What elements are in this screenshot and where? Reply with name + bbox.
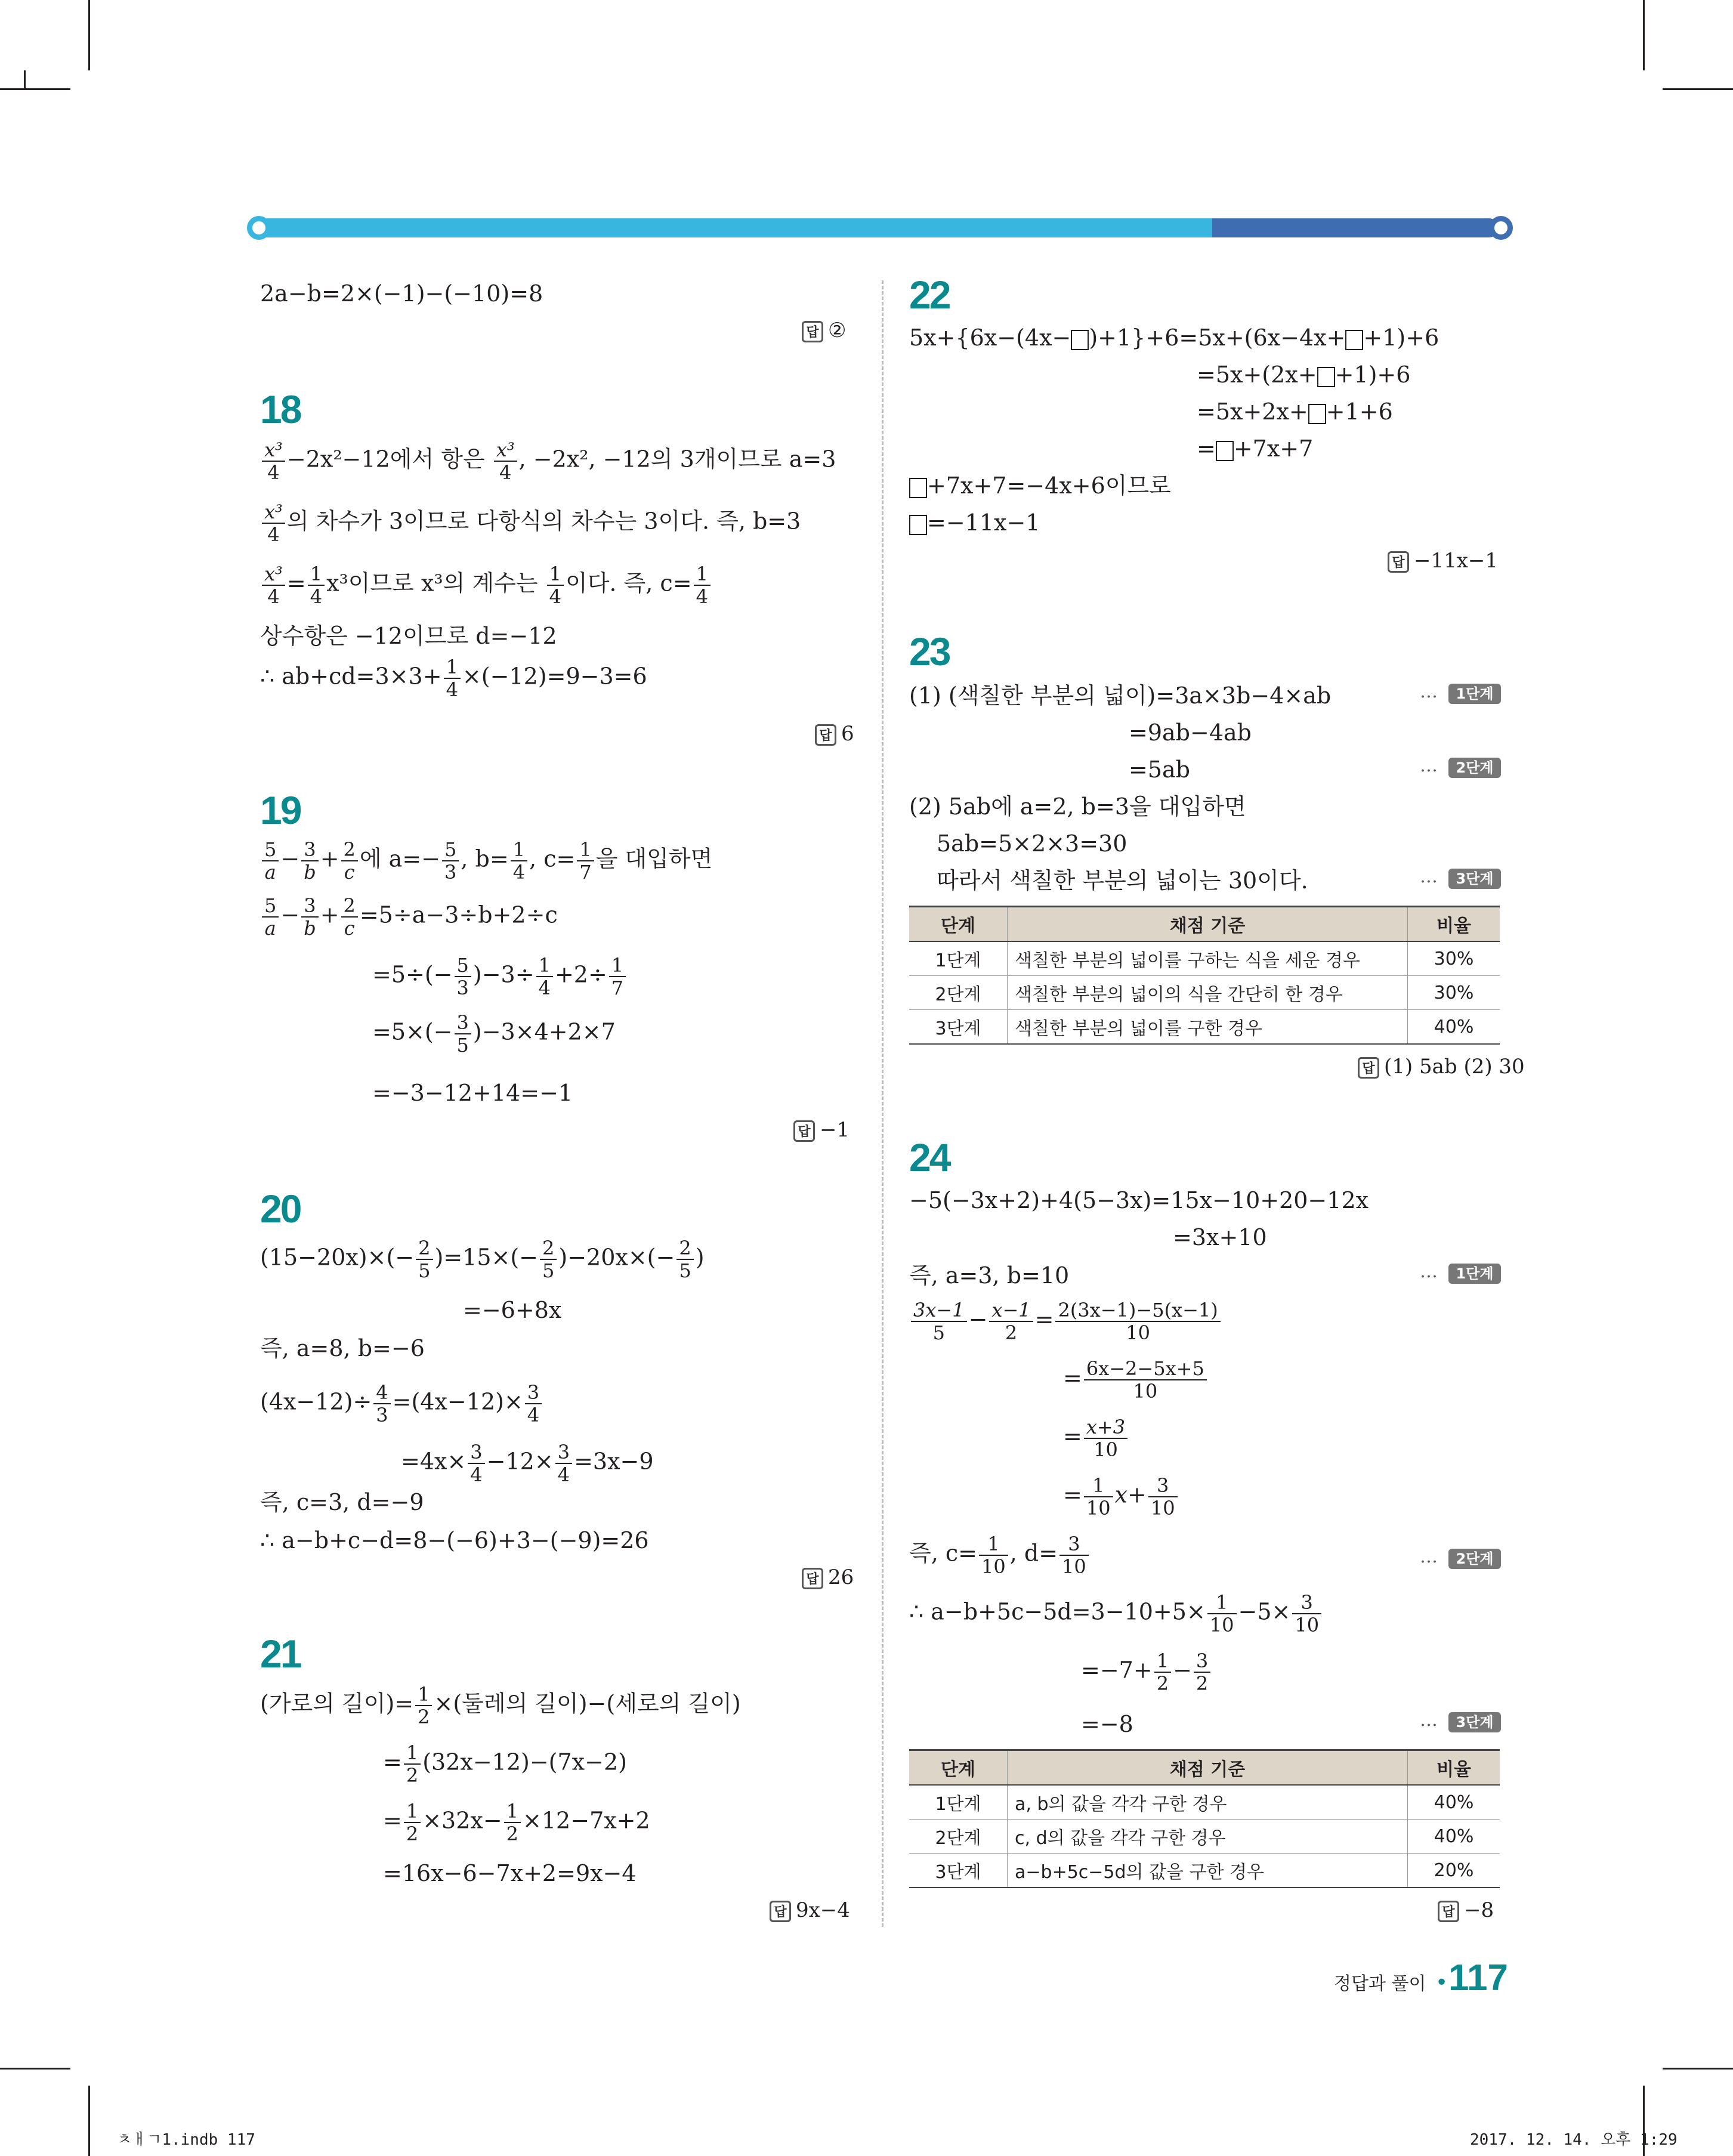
p18-line1: $\frac{\text{x³}}{4}$ −2x²−12에서 항은 $\frac{\text{x³}}{4}$ , −2x², −12의 3개이므로 a=3: [260, 439, 836, 483]
p22-answer: 답 −11x−1: [1388, 548, 1498, 574]
p20-line6: 즉, c=3, d=−9: [260, 1489, 424, 1515]
blank-box: [1071, 330, 1089, 350]
p20-answer: 답 26: [802, 1564, 854, 1590]
problem-number: 18: [260, 387, 301, 431]
p19-line2: $\frac{5}{a}$ − $\frac{3}{b}$ + $\frac{2}{c}$ =5÷a−3÷b+2÷c: [260, 895, 558, 939]
crop-mark: [1663, 2068, 1733, 2069]
answer-tag-icon: 답: [770, 1901, 791, 1922]
p23-line6: 따라서 색칠한 부분의 넓이는 30이다.: [937, 867, 1308, 894]
problem-number: 21: [260, 1632, 301, 1676]
step-badge: 2단계: [1448, 758, 1501, 778]
p24-line11: =−8: [1081, 1711, 1133, 1737]
p24-line3: 즉, a=3, b=10: [909, 1262, 1070, 1289]
problem-number: 24: [909, 1135, 950, 1179]
p24-answer: 답 −8: [1438, 1897, 1494, 1923]
p22-line3: =5x+2x+ +1+6: [1197, 399, 1393, 425]
scoring-table: [909, 906, 1500, 1045]
table-header: 단계: [909, 907, 1008, 942]
step-badge: 3단계: [1448, 1712, 1501, 1732]
p21-line2: = $\frac{1}{2}$ (32x−12)−(7x−2): [383, 1741, 627, 1787]
answer-tag-icon: 답: [1438, 1901, 1459, 1922]
answer-tag-icon: 답: [802, 1568, 823, 1589]
problem-number: 22: [909, 273, 950, 317]
p24-line5: = $\frac{6x-2-5x+5}{10}$: [1063, 1358, 1209, 1402]
p20-line4: (4x−12)÷ $\frac{4}{3}$ =(4x−12)× $\frac{3}{4}$: [260, 1382, 543, 1426]
table-row: 2단계 색칠한 부분의 넓이의 식을 간단히 한 경우 30%: [909, 976, 1500, 1010]
print-footer-right: 2017. 12. 14. 오후 1:29: [1470, 2131, 1678, 2149]
p19-line4: =5×(− $\frac{3}{5}$ )−3×4+2×7: [372, 1011, 616, 1057]
p22-line5: +7x+7=−4x+6이므로: [909, 471, 1171, 500]
p23-line1: (1) (색칠한 부분의 넓이)=3a×3b−4×ab: [909, 682, 1332, 709]
p18-line2: $\frac{\text{x³}}{4}$ 의 차수가 3이므로 다항식의 차수는 3이다. 즉, b=3: [260, 501, 801, 545]
answer-tag-icon: 답: [815, 724, 836, 746]
p24-line7: = $\frac{1}{10}$ x+ $\frac{3}{10}$: [1063, 1475, 1179, 1519]
table-header: 비율: [1408, 907, 1500, 942]
table-row: 1단계 a, b의 값을 각각 구한 경우 40%: [909, 1785, 1500, 1820]
p23-line5: 5ab=5×2×3=30: [937, 830, 1127, 857]
step-dots: …: [1420, 681, 1438, 702]
step-badge: 1단계: [1448, 684, 1501, 704]
header-bar-cap-right: [1489, 216, 1513, 240]
p22-line2: =5x+(2x+ +1)+6: [1197, 362, 1411, 388]
problem-number: 19: [260, 788, 301, 832]
p24-line1: −5(−3x+2)+4(5−3x)=15x−10+20−12x: [909, 1187, 1369, 1213]
table-header: 비율: [1408, 1750, 1500, 1786]
step-dots: …: [1420, 755, 1438, 776]
column-divider: [882, 280, 884, 1927]
step-badge: 1단계: [1448, 1264, 1501, 1284]
p18-line5: ∴ ab+cd=3×3+ $\frac{1}{4}$ ×(−12)=9−3=6: [260, 656, 647, 701]
table-header: 채점 기준: [1008, 907, 1408, 942]
header-bar-left: [258, 218, 1212, 237]
p22-line6: =−11x−1: [909, 508, 1040, 537]
crop-mark: [1663, 88, 1733, 90]
blank-box: [1317, 367, 1335, 387]
p20-line2: =−6+8x: [463, 1297, 562, 1323]
p20-line7: ∴ a−b+c−d=8−(−6)+3−(−9)=26: [260, 1527, 649, 1553]
blank-box: [909, 515, 927, 535]
step-dots: …: [1420, 866, 1438, 887]
problem-number: 23: [909, 629, 950, 674]
header-bar-right: [1212, 218, 1499, 237]
header-bar-cap-left: [247, 216, 271, 240]
p23-line3: =5ab: [1129, 756, 1190, 783]
step-badge: 3단계: [1448, 869, 1501, 889]
crop-mark: [0, 2068, 70, 2069]
p20-line1: (15−20x)×(− $\frac{2}{5}$ )=15×(− $\frac{2}{5}$ )−20x×(− $\frac{2}{5}$ ): [260, 1237, 705, 1282]
step-badge: 2단계: [1448, 1549, 1501, 1569]
p22-line4: = +7x+7: [1197, 435, 1314, 462]
p22-line1: 5x+{6x−(4x− )+1}+6=5x+(6x−4x+ +1)+6: [909, 325, 1439, 351]
p19-line5: =−3−12+14=−1: [372, 1080, 573, 1106]
print-footer-left: ㅊㅐㄱ1.indb 117: [117, 2131, 255, 2149]
table-row: 2단계 c, d의 값을 각각 구한 경우 40%: [909, 1820, 1500, 1854]
crop-mark: [1643, 0, 1645, 70]
section-label: 정답과 풀이: [1334, 1973, 1426, 1994]
p23-line4: (2) 5ab에 a=2, b=3을 대입하면: [909, 793, 1246, 820]
answer-tag-icon: 답: [1358, 1057, 1379, 1079]
crop-mark: [88, 0, 90, 70]
answer-tag-icon: 답: [793, 1120, 815, 1142]
p21-line3: = $\frac{1}{2}$ ×32x− $\frac{1}{2}$ ×12−7x+2: [383, 1800, 650, 1845]
p24-line4: $\frac{3x-1}{5}$ − $\frac{x-1}{2}$ = $\frac{2(3x-1)-5(x-1)}{10}$: [909, 1299, 1222, 1343]
blank-box: [1216, 441, 1234, 461]
crop-mark: [88, 2086, 90, 2156]
p24-line8: 즉, c= $\frac{1}{10}$ , d= $\frac{3}{10}$: [909, 1533, 1091, 1577]
p21-line4: =16x−6−7x+2=9x−4: [383, 1860, 637, 1886]
p20-line5: =4x× $\frac{3}{4}$ −12× $\frac{3}{4}$ =3x−9: [401, 1441, 654, 1486]
p24-line6: = $\frac{x+3}{10}$: [1063, 1416, 1129, 1460]
p23-line2: =9ab−4ab: [1129, 719, 1252, 746]
blank-box: [909, 478, 927, 498]
table-header: 채점 기준: [1008, 1750, 1408, 1786]
p19-line1: $\frac{5}{a}$ − $\frac{3}{b}$ + $\frac{2}{c}$ 에 a=− $\frac{5}{3}$ , b= $\frac{1}{4}$ , c= $\frac{1}{7}$ 을 대입하면: [260, 839, 712, 883]
answer-tag-icon: 답: [1388, 551, 1409, 573]
problem-number: 20: [260, 1187, 301, 1231]
step-dots: …: [1420, 1710, 1438, 1731]
table-row: 1단계 색칠한 부분의 넓이를 구하는 식을 세운 경우 30%: [909, 941, 1500, 976]
p23-answer: 답 (1) 5ab (2) 30: [1358, 1054, 1525, 1080]
crop-mark: [24, 70, 26, 88]
answer-tag-icon: 답: [802, 321, 823, 342]
prev-answer: 답 ②: [802, 317, 846, 344]
step-dots: …: [1420, 1546, 1438, 1567]
p19-answer: 답 −1: [793, 1117, 849, 1143]
table-row: 3단계 색칠한 부분의 넓이를 구한 경우 40%: [909, 1010, 1500, 1045]
p19-line3: =5÷(− $\frac{5}{3}$ )−3÷ $\frac{1}{4}$ +2÷ $\frac{1}{7}$: [372, 955, 628, 999]
p21-answer: 답 9x−4: [770, 1897, 850, 1923]
bullet-icon: •: [1435, 1970, 1448, 1995]
p21-line1: (가로의 길이)= $\frac{1}{2}$ ×(둘레의 길이)−(세로의 길이): [260, 1683, 741, 1728]
blank-box: [1345, 330, 1363, 350]
step-dots: …: [1420, 1261, 1438, 1282]
p18-line4: 상수항은 −12이므로 d=−12: [260, 623, 557, 649]
p20-line3: 즉, a=8, b=−6: [260, 1335, 425, 1361]
p18-line3: $\frac{\text{x³}}{4}$ = $\frac{1}{4}$ x³이므로 x³의 계수는 $\frac{1}{4}$ 이다. 즉, c= $\frac{1}{4}$: [260, 563, 712, 607]
page-number: 117: [1448, 1957, 1509, 1999]
p24-line10: =−7+ $\frac{1}{2}$ − $\frac{3}{2}$: [1081, 1650, 1212, 1694]
blank-box: [1308, 404, 1326, 424]
p24-line2: =3x+10: [1173, 1224, 1267, 1250]
p18-answer: 답 6: [815, 721, 854, 747]
p24-line9: ∴ a−b+5c−5d=3−10+5× $\frac{1}{10}$ −5× $\frac{3}{10}$: [909, 1592, 1323, 1636]
table-header: 단계: [909, 1750, 1008, 1786]
table-row: 3단계 a−b+5c−5d의 값을 구한 경우 20%: [909, 1854, 1500, 1888]
crop-mark: [0, 88, 70, 90]
scoring-table: [909, 1749, 1500, 1888]
page-footer-label: [1334, 1969, 1451, 1995]
prev-tail: 2a−b=2×(−1)−(−10)=8: [260, 280, 543, 307]
